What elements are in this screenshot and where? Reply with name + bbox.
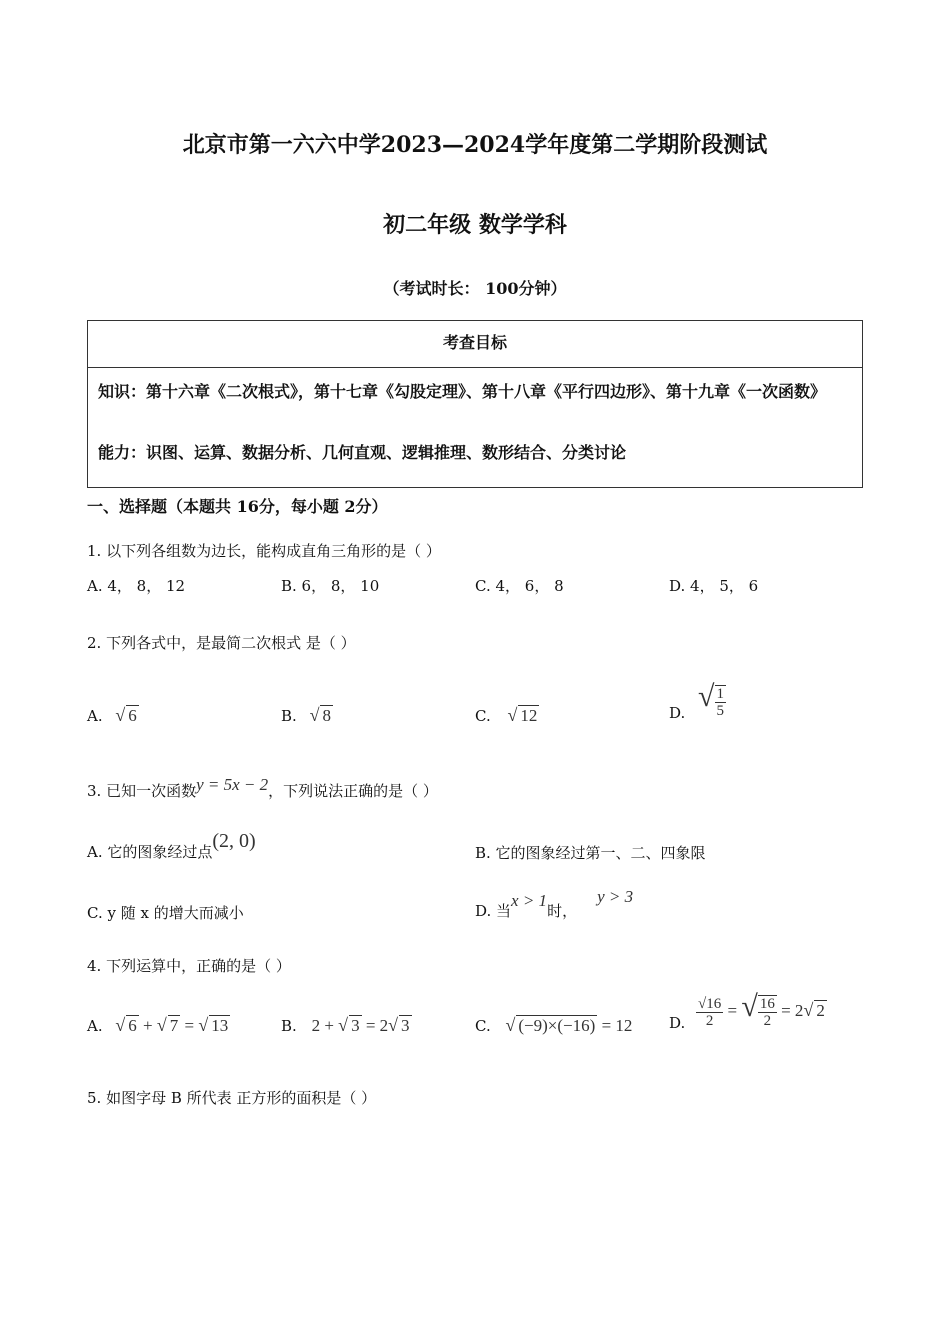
objectives-knowledge: 知识：第十六章《二次根式》，第十七章《勾股定理》、第十八章《平行四边形》、第十九章《一次函数》 [98,382,827,401]
question-4-option-b: B. 2 + √ 3 = 2√ 3 [281,1015,410,1035]
section-heading: 一、选择题（本题共 16分，每小题 2分） [87,497,388,516]
question-1-option-d: D. 4， 5， 6 [669,577,759,595]
question-3-option-d [475,887,634,921]
question-3-option-c: C. y 随 x 的增大而减小 [87,904,244,922]
radicand: 8 [322,706,331,725]
option-label: D. [669,1014,686,1032]
radicand: 12 [520,706,538,725]
denominator: 2 [705,1012,714,1029]
question-3-option-a [87,830,256,863]
result-expression: y > 3 [597,887,634,906]
question-4-option-d: D. $\frac{√16}{2}$ = √ $\frac{16}{2}$ = 2√ 2 [669,990,825,1032]
question-4-option-c: C. √ (−9)×(−16) = 12 [475,1015,633,1035]
question-2-stem: 2. 下列各式中，是最简二次根式 是（ ） [87,634,356,652]
page-title: 北京市第一六六中学2023—2024学年度第二学期阶段测试 [182,132,768,158]
numerator: 16 [759,996,775,1013]
option-label: B. [281,1017,297,1035]
option-label: A. [87,1017,103,1035]
radicand: 3 [351,1016,360,1035]
radicand: 7 [169,1016,179,1035]
question-1-option-c: C. 4， 6， 8 [475,577,564,595]
radicand: 6 [128,1016,137,1035]
denominator: 2 [763,1013,772,1030]
term: 2 + [311,1016,339,1035]
question-1-option-b: B. 6， 8， 10 [281,577,380,595]
objectives-ability: 能力：识图、运算、数据分析、几何直观、逻辑推理、数形结合、分类讨论 [98,443,627,462]
option-label: C. [475,707,491,725]
radicand: 6 [128,706,137,725]
radicand: 3 [401,1016,410,1035]
option-text: D. 当 [475,902,512,920]
question-3-stem [87,775,438,801]
question-2-option-a: A. √ 6 [87,705,137,725]
question-1-stem: 1. 以下列各组数为边长，能构成直角三角形的是（ ） [87,542,441,560]
point-expression: (2, 0) [212,830,256,852]
option-label: B. [281,707,297,725]
option-text: A. 它的图象经过点 [87,843,213,861]
objectives-heading: 考查目标 [88,321,862,368]
radicand: 13 [211,1016,229,1035]
term: = 2 [361,1016,389,1035]
term: = 2 [776,1001,804,1020]
question-1-option-a: A. 4， 8， 12 [87,577,186,595]
option-label: A. [87,707,103,725]
question-2-option-d: D. √ $\frac{1}{5}$ [669,680,725,722]
option-label: D. [669,704,686,722]
question-3-option-b: B. 它的图象经过第一、二、四象限 [475,844,706,862]
option-label: C. [475,1017,491,1035]
question-2-option-c: C. √ 12 [475,705,538,725]
radicand: (−9)×(−16) [518,1016,596,1035]
denominator: 5 [716,703,725,720]
question-4-stem: 4. 下列运算中，正确的是（ ） [87,957,291,975]
question-5-stem: 5. 如图字母 B 所代表 正方形的面积是（ ） [87,1089,377,1107]
objectives-box [87,320,863,488]
numerator: √16 [698,995,722,1012]
stem-text: ，下列说法正确的是（ ） [268,782,438,800]
question-2-option-b: B. √ 8 [281,705,331,725]
question-4-option-a: A. √ 6 + √ 7 = √ 13 [87,1015,229,1035]
radicand: 2 [816,1001,825,1020]
option-text: 时， [547,902,578,920]
exam-duration: （考试时长： 100分钟） [383,279,567,298]
term: = 12 [597,1016,633,1035]
numerator: 1 [716,686,725,703]
condition-expression: x > 1 [511,891,548,910]
page-subtitle: 初二年级 数学学科 [383,212,567,238]
function-expression: y = 5x − 2 [196,775,269,794]
stem-text: 3. 已知一次函数 [87,782,197,800]
